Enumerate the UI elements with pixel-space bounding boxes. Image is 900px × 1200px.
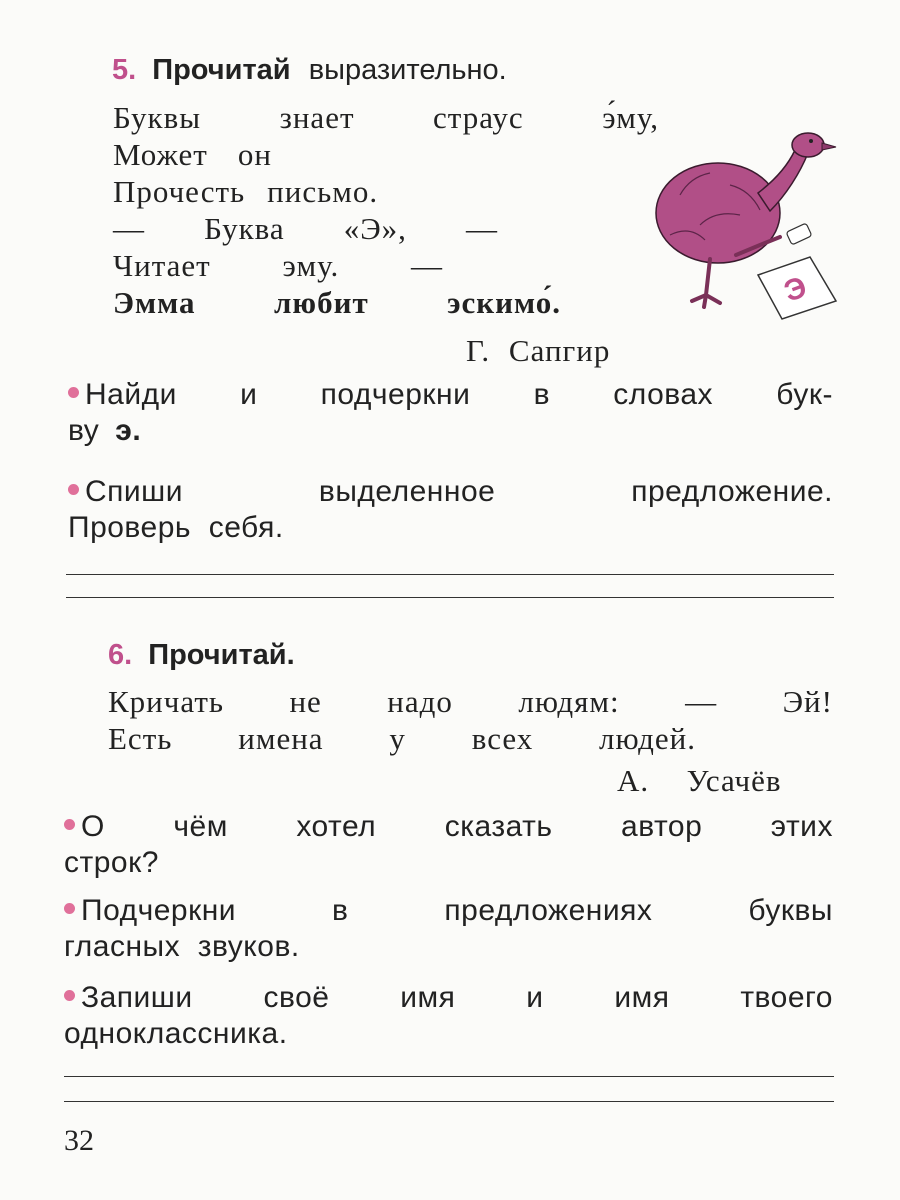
task6-verb: Прочитай. — [148, 639, 295, 671]
bullet-word: в — [533, 378, 551, 411]
task5-bullet-find — [68, 377, 833, 449]
bullet-word: предложение. — [631, 475, 833, 508]
bullet-line — [64, 980, 833, 1016]
bullet-word: Проверь себя. — [68, 511, 284, 544]
bullet-word: подчеркни — [320, 378, 471, 411]
poem-word: Эмма — [113, 285, 196, 320]
poem-word: Есть — [108, 721, 173, 756]
writing-line[interactable] — [64, 1101, 834, 1102]
poem-word: Читает — [113, 248, 211, 283]
poem-word: всех — [471, 721, 534, 756]
poem-line — [113, 210, 498, 247]
poem-word: — — [411, 248, 443, 283]
bullet-dot-icon — [64, 819, 75, 830]
bullet-word: хотел — [296, 810, 377, 843]
poem-word: Буква — [204, 211, 285, 246]
task6-author: А. Усачёв — [617, 763, 782, 798]
poem-word: Может — [113, 137, 208, 172]
poem-word: — — [465, 211, 498, 246]
bullet-word: чём — [173, 810, 228, 843]
bullet-line — [64, 929, 833, 965]
bullet-line — [68, 510, 833, 546]
poem-word: знает — [279, 100, 355, 135]
poem-word: Эй! — [782, 684, 833, 719]
poem-line — [113, 173, 663, 210]
poem-word: эму. — [282, 248, 340, 283]
poem-word: у — [389, 721, 406, 756]
task6-number: 6. — [108, 639, 133, 671]
card-letter: Э — [779, 270, 812, 309]
poem-word: имена — [238, 721, 324, 756]
bullet-word: Найди — [85, 378, 177, 411]
bullet-word: своё — [263, 981, 330, 1014]
task6-header — [108, 637, 295, 673]
task6-bullet-write-names — [64, 980, 833, 1052]
bullet-word: буквы — [748, 894, 833, 927]
poem-word: Прочесть — [113, 174, 246, 209]
poem-word: «Э», — [343, 211, 407, 246]
task5-bullet-copy — [68, 474, 833, 546]
bullet-dot-icon — [68, 484, 79, 495]
poem-word: — — [113, 211, 145, 246]
poem-line — [108, 683, 833, 720]
poem-word: людям: — [518, 684, 620, 719]
bullet-line — [64, 809, 833, 845]
bullet-word: выделенное — [318, 475, 496, 508]
bullet-word: сказать — [444, 810, 553, 843]
bullet-word: и — [240, 378, 258, 411]
bullet-word: в — [332, 894, 349, 927]
poem-word: — — [685, 684, 718, 719]
bold-letter: э. — [115, 414, 142, 447]
poem-line — [113, 136, 663, 173]
poem-line — [113, 247, 443, 284]
task5-instruction: выразительно. — [308, 54, 507, 86]
bullet-word: гласных звуков. — [64, 930, 300, 963]
task6-poem — [108, 683, 833, 757]
task5-poem — [113, 99, 663, 321]
poem-word: не — [289, 684, 322, 719]
poem-word: страус — [433, 100, 524, 135]
writing-line[interactable] — [66, 597, 834, 598]
letter-card — [758, 257, 836, 319]
bullet-word: предложениях — [444, 894, 653, 927]
writing-line[interactable] — [66, 574, 834, 575]
task5-verb: Прочитай — [152, 54, 291, 86]
bullet-word: и — [526, 981, 544, 1014]
poem-word: эскимо́. — [447, 285, 561, 320]
bullet-word: ву — [68, 414, 100, 447]
bullet-word: бук- — [776, 378, 833, 411]
bullet-line — [64, 893, 833, 929]
task5-author: Г. Сапгир — [466, 333, 611, 368]
bullet-word: имя — [400, 981, 456, 1014]
poem-word: людей. — [599, 721, 696, 756]
poem-word: э́му, — [602, 100, 659, 135]
task6-bullet-vowels — [64, 893, 833, 965]
bullet-word: Подчеркни — [81, 894, 237, 927]
bullet-dot-icon — [68, 387, 79, 398]
task5-header — [112, 52, 507, 88]
bullet-word: автор — [621, 810, 703, 843]
bullet-dot-icon — [64, 903, 75, 914]
bullet-word: одноклассника. — [64, 1017, 288, 1050]
bullet-dot-icon — [64, 990, 75, 1001]
poem-word: письмо. — [267, 174, 379, 209]
bullet-line — [68, 474, 833, 510]
poem-line-bold — [113, 284, 561, 321]
page-number: 32 — [64, 1124, 94, 1157]
bullet-word: твоего — [740, 981, 833, 1014]
writing-line[interactable] — [64, 1076, 834, 1077]
poem-word: он — [237, 137, 272, 172]
poem-line — [108, 720, 696, 757]
bullet-word: имя — [614, 981, 670, 1014]
bullet-line — [68, 413, 833, 449]
bullet-line — [68, 377, 833, 413]
bullet-word: строк? — [64, 846, 159, 879]
poem-word: надо — [387, 684, 453, 719]
task6-bullet-meaning — [64, 809, 833, 881]
poem-word: Кричать — [108, 684, 224, 719]
bullet-word: Спиши — [85, 475, 183, 508]
bullet-line — [64, 845, 833, 881]
bullet-word: Запиши — [81, 981, 193, 1014]
bullet-word: этих — [770, 810, 833, 843]
bullet-word: словах — [613, 378, 714, 411]
poem-word: Буквы — [113, 100, 202, 135]
bullet-word: О — [81, 810, 105, 843]
poem-word: любит — [274, 285, 369, 320]
task5-number: 5. — [112, 54, 137, 86]
bullet-line — [64, 1016, 833, 1052]
emu-bird-icon — [640, 125, 850, 325]
poem-line — [113, 99, 659, 136]
